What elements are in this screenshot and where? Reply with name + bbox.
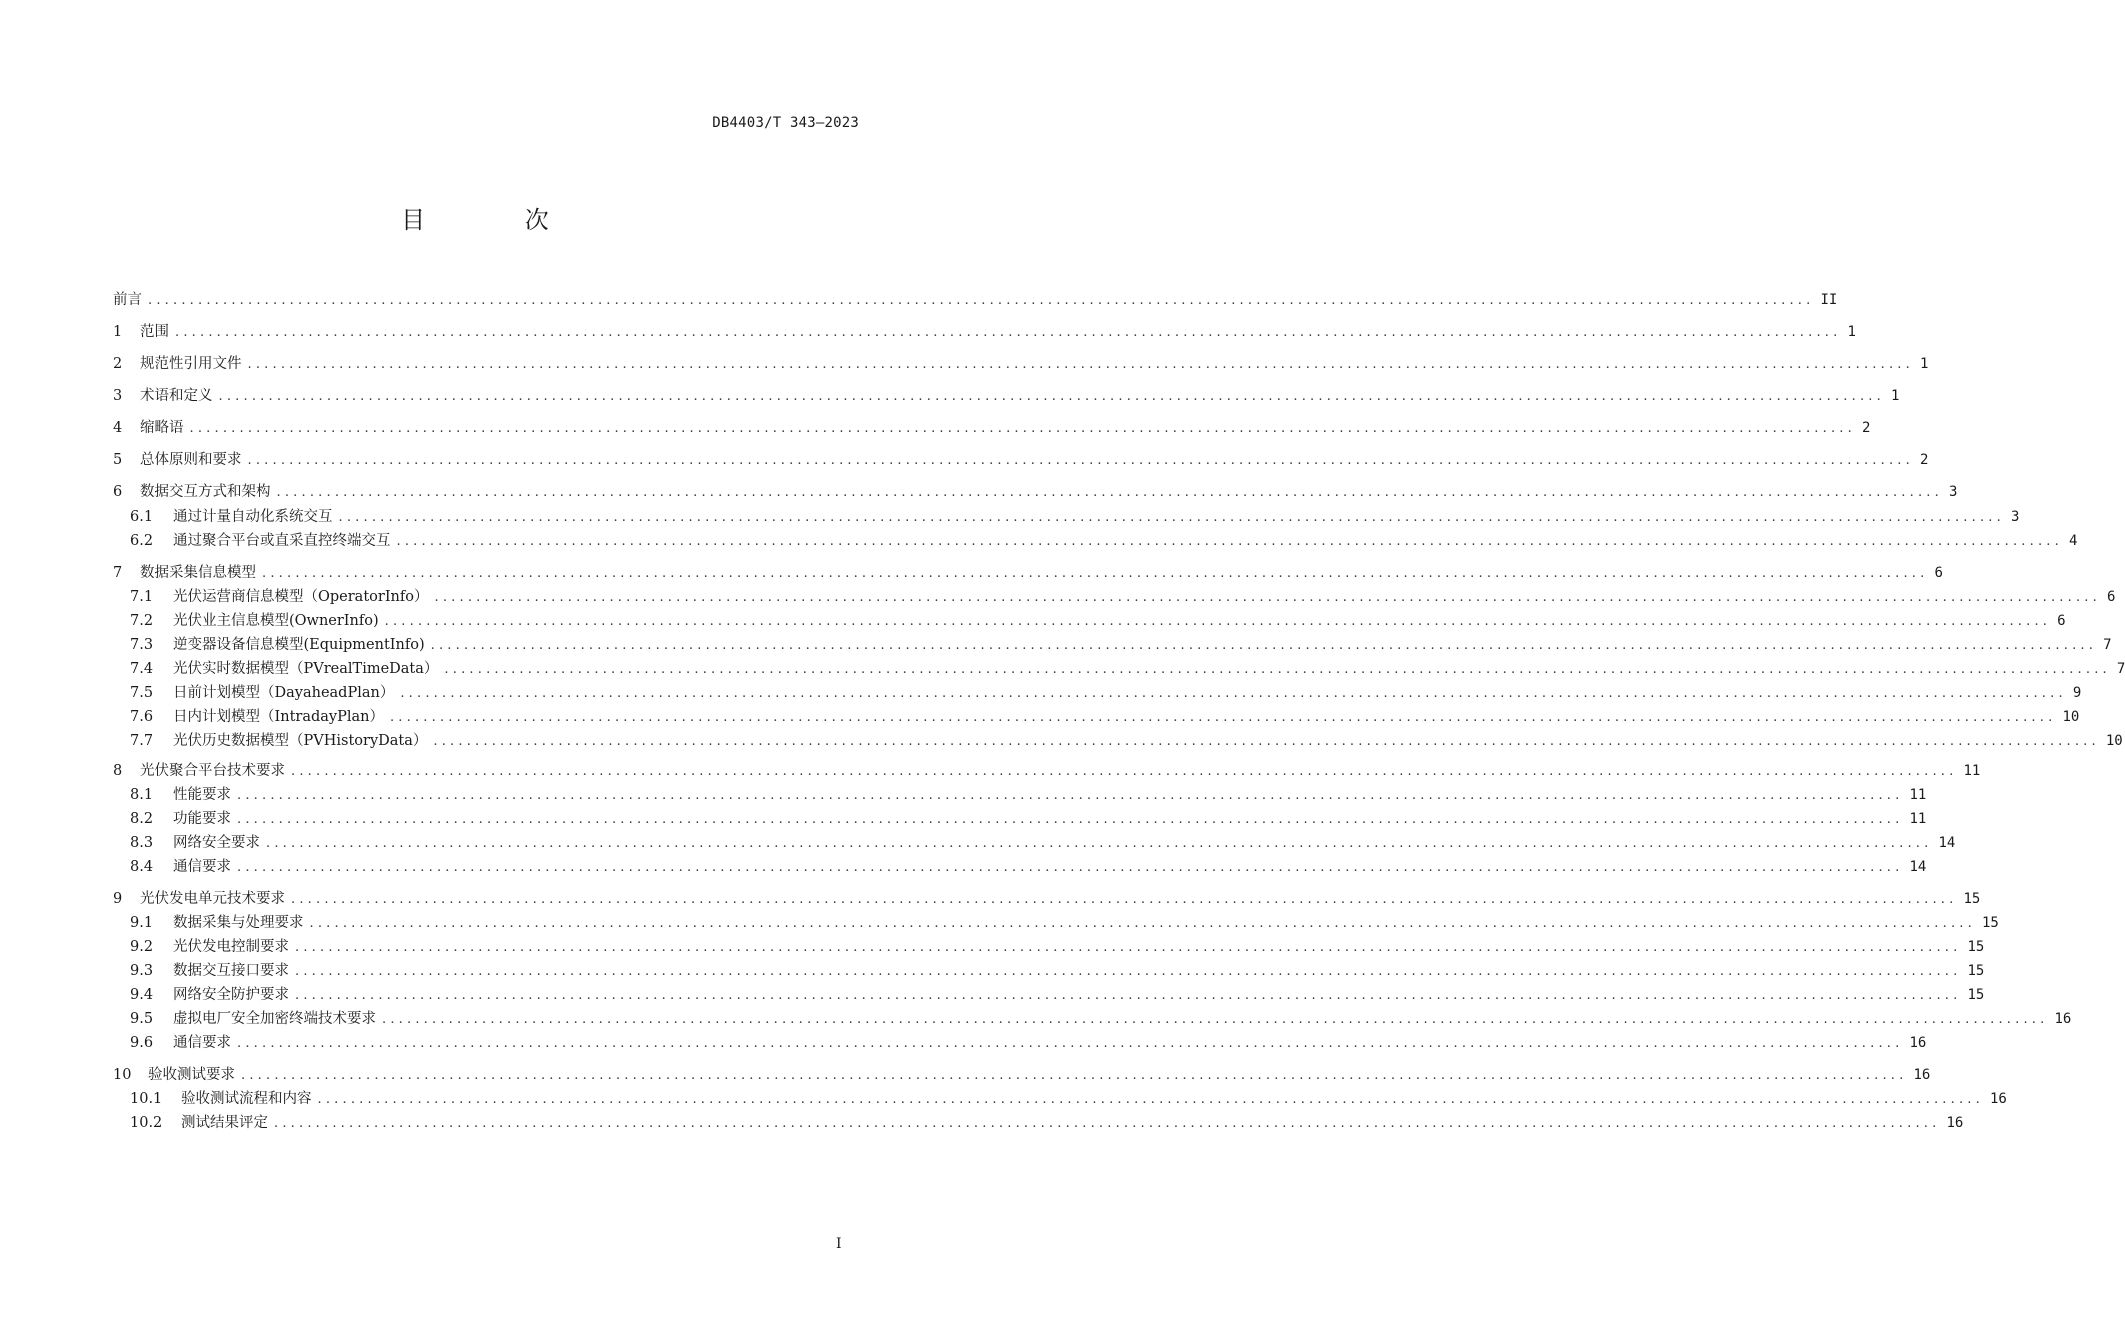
toc-entry-label: 验收测试要求 [148,1067,235,1083]
toc-entry-number: 9.1 [130,915,154,931]
toc-entry[interactable] [130,857,1927,877]
toc-entry[interactable] [113,482,1958,502]
toc-entry-page: 1 [1890,388,1900,404]
toc-entry-number: 6 [113,484,123,500]
toc-entry[interactable] [113,354,1929,374]
toc-entry[interactable] [130,507,2020,527]
toc-entry[interactable] [130,985,1985,1005]
toc-entry-number: 9.5 [130,1011,154,1027]
toc-leader-dots: ........................................................................................................................................................................................................ [237,788,1904,803]
toc-leader-dots: ........................................................................................................................................................................................................ [430,638,2098,653]
toc-entry[interactable] [130,731,2123,751]
toc-entry[interactable] [130,587,2116,607]
toc-entry-page: 16 [1989,1091,2007,1107]
toc-entry-number: 5 [113,452,123,468]
toc-entry-number: 1 [113,324,123,340]
toc-entry[interactable] [113,1065,1931,1085]
toc-leader-dots: ........................................................................................................................................................................................................ [384,614,2052,629]
toc-entry[interactable] [130,611,2066,631]
toc-entry-number: 6.2 [130,533,154,549]
toc-entry-number: 4 [113,420,123,436]
toc-leader-dots: ........................................................................................................................................................................................................ [247,453,1914,468]
toc-entry-label: 逆变器设备信息模型(EquipmentInfo) [173,637,425,653]
toc-entry-label: 网络安全要求 [173,835,260,851]
toc-leader-dots: ........................................................................................................................................................................................................ [291,764,1958,779]
toc-entry-page: 10 [2105,733,2123,749]
toc-leader-dots: ........................................................................................................................................................................................................ [237,1036,1904,1051]
toc-entry[interactable] [130,1113,1964,1133]
toc-leader-dots: ........................................................................................................................................................................................................ [389,710,2057,725]
toc-entry-number: 3 [113,388,123,404]
toc-entry-label: 验收测试流程和内容 [181,1091,312,1107]
toc-entry-label: 规范性引用文件 [140,356,242,372]
toc-entry-page: 7 [2103,637,2112,653]
toc-entry-label: 通过聚合平台或直采直控终端交互 [173,533,391,549]
toc-entry[interactable] [113,322,1856,342]
toc-entry-label: 光伏实时数据模型（PVrealTimeData） [173,661,439,677]
toc-entry-page: 3 [2010,509,2020,525]
toc-entry-label: 术语和定义 [140,388,213,404]
toc-entry-number: 7.4 [130,661,154,677]
toc-entry-number: 9.4 [130,987,154,1003]
toc-entry-label: 网络安全防护要求 [173,987,289,1003]
toc-entry[interactable] [130,1089,2007,1109]
toc-entry[interactable] [130,707,2080,727]
toc-leader-dots: ........................................................................................................................................................................................................ [237,812,1904,827]
toc-entry-label: 通信要求 [173,1035,231,1051]
toc-entry[interactable] [113,386,1900,406]
toc-entry[interactable] [113,290,1838,310]
toc-entry-page: 4 [2068,533,2078,549]
toc-entry-page: 16 [1909,1035,1927,1051]
toc-leader-dots: ........................................................................................................................................................................................................ [237,860,1904,875]
toc-entry-label: 通过计量自动化系统交互 [173,509,333,525]
toc-entry-number: 8.1 [130,787,154,803]
toc-entry-page: 15 [1981,915,1999,931]
toc-entry-page: 14 [1909,859,1927,875]
toc-entry-number: 8 [113,763,123,779]
toc-entry-page: 15 [1967,987,1985,1003]
toc-entry-label: 性能要求 [173,787,231,803]
toc-leader-dots: ........................................................................................................................................................................................................ [262,566,1929,581]
toc-entry-page: 6 [2057,613,2066,629]
page-title: 目 次 [401,206,595,234]
toc-leader-dots: ........................................................................................................................................................................................................ [189,421,1856,436]
toc-entry-page: II [1820,292,1838,308]
toc-entry-label: 光伏聚合平台技术要求 [140,763,285,779]
toc-entry-label: 光伏业主信息模型(OwnerInfo) [173,613,379,629]
toc-entry[interactable] [130,531,2078,551]
toc-entry-page: 1 [1847,324,1856,340]
toc-leader-dots: ........................................................................................................................................................................................................ [247,357,1914,372]
document-code: DB4403/T 343—2023 [712,115,859,131]
toc-entry-page: 11 [1909,787,1927,803]
toc-entry-page: 1 [1919,356,1929,372]
toc-entry[interactable] [130,961,1985,981]
toc-entry[interactable] [130,833,1956,853]
toc-entry-label: 总体原则和要求 [140,452,242,468]
toc-entry[interactable] [130,937,1985,957]
toc-entry-number: 7 [113,565,123,581]
toc-entry[interactable] [113,761,1981,781]
toc-entry-label: 测试结果评定 [181,1115,268,1131]
toc-entry-label: 光伏发电单元技术要求 [140,891,285,907]
toc-entry[interactable] [130,913,1999,933]
toc-entry-label: 光伏历史数据模型（PVHistoryData） [173,733,428,749]
toc-entry-page: 9 [2072,685,2082,701]
toc-leader-dots: ........................................................................................................................................................................................................ [148,293,1815,308]
toc-leader-dots: ........................................................................................................................................................................................................ [295,940,1962,955]
toc-entry-number: 7.7 [130,733,154,749]
toc-entry-page: 2 [1919,452,1929,468]
toc-leader-dots: ........................................................................................................................................................................................................ [291,892,1958,907]
toc-entry-number: 2 [113,356,123,372]
toc-entry-page: 15 [1963,891,1981,907]
toc-entry-number: 8.3 [130,835,154,851]
toc-entry-number: 9 [113,891,123,907]
toc-entry-label: 数据交互接口要求 [173,963,289,979]
toc-entry-label: 数据采集与处理要求 [173,915,304,931]
toc-leader-dots: ........................................................................................................................................................................................................ [382,1012,2049,1027]
toc-entry-label: 光伏运营商信息模型（OperatorInfo） [173,589,429,605]
toc-entry-page: 16 [1946,1115,1964,1131]
toc-leader-dots: ........................................................................................................................................................................................................ [266,836,1933,851]
toc-leader-dots: ........................................................................................................................................................................................................ [396,534,2063,549]
toc-entry[interactable] [130,1009,2072,1029]
toc-entry-label: 通信要求 [173,859,231,875]
page-number: I [836,1236,842,1252]
toc-entry-label: 光伏发电控制要求 [173,939,289,955]
toc-entry[interactable] [113,418,1871,438]
toc-leader-dots: ........................................................................................................................................................................................................ [276,485,1943,500]
toc-entry-number: 10.2 [130,1115,163,1131]
toc-leader-dots: ........................................................................................................................................................................................................ [338,510,2005,525]
toc-leader-dots: ........................................................................................................................................................................................................ [444,662,2111,677]
toc-entry-label: 日前计划模型（DayaheadPlan） [173,685,395,701]
toc-entry-page: 16 [1913,1067,1931,1083]
toc-entry-page: 6 [1934,565,1943,581]
toc-entry[interactable] [130,683,2082,703]
toc-leader-dots: ........................................................................................................................................................................................................ [433,734,2100,749]
toc-entry[interactable] [130,785,1927,805]
toc-entry-number: 10.1 [130,1091,163,1107]
toc-leader-dots: ........................................................................................................................................................................................................ [241,1068,1908,1083]
toc-entry-number: 10 [113,1067,132,1083]
toc-entry-page: 14 [1938,835,1956,851]
toc-entry-label: 前言 [113,292,142,308]
toc-leader-dots: ........................................................................................................................................................................................................ [400,686,2067,701]
toc-entry[interactable] [130,659,2125,679]
toc-entry[interactable] [113,450,1929,470]
toc-entry-number: 8.4 [130,859,154,875]
toc-entry-page: 11 [1963,763,1981,779]
toc-entry-page: 16 [2054,1011,2072,1027]
toc-entry[interactable] [130,809,1927,829]
toc-leader-dots: ........................................................................................................................................................................................................ [175,325,1842,340]
toc-entry[interactable] [113,889,1981,909]
toc-entry-number: 7.2 [130,613,154,629]
toc-entry-page: 11 [1909,811,1927,827]
toc-entry-number: 8.2 [130,811,154,827]
toc-entry-page: 15 [1967,939,1985,955]
toc-leader-dots: ........................................................................................................................................................................................................ [434,590,2101,605]
toc-entry-page: 2 [1861,420,1871,436]
toc-entry-page: 7 [2116,661,2125,677]
toc-entry-label: 功能要求 [173,811,231,827]
toc-leader-dots: ........................................................................................................................................................................................................ [309,916,1976,931]
toc-entry-number: 9.6 [130,1035,154,1051]
toc-leader-dots: ........................................................................................................................................................................................................ [317,1092,1984,1107]
toc-entry[interactable] [130,635,2112,655]
toc-entry[interactable] [113,563,1943,583]
toc-entry-number: 9.2 [130,939,154,955]
toc-leader-dots: ........................................................................................................................................................................................................ [274,1116,1941,1131]
toc-entry-page: 6 [2106,589,2116,605]
toc-entry-label: 日内计划模型（IntradayPlan） [173,709,384,725]
toc-entry-label: 范围 [140,324,169,340]
toc-leader-dots: ........................................................................................................................................................................................................ [295,988,1962,1003]
toc-leader-dots: ........................................................................................................................................................................................................ [218,389,1885,404]
toc-leader-dots: ........................................................................................................................................................................................................ [295,964,1962,979]
toc-entry-number: 7.3 [130,637,154,653]
toc-entry-number: 9.3 [130,963,154,979]
toc-entry-number: 7.1 [130,589,154,605]
toc-entry-page: 10 [2062,709,2080,725]
toc-entry[interactable] [130,1033,1927,1053]
toc-entry-label: 数据采集信息模型 [140,565,256,581]
toc-entry-number: 7.6 [130,709,154,725]
toc-entry-page: 15 [1967,963,1985,979]
toc-entry-number: 6.1 [130,509,154,525]
toc-entry-label: 缩略语 [140,420,184,436]
toc-entry-page: 3 [1948,484,1958,500]
toc-entry-label: 虚拟电厂安全加密终端技术要求 [173,1011,376,1027]
toc-entry-label: 数据交互方式和架构 [140,484,271,500]
toc-entry-number: 7.5 [130,685,154,701]
